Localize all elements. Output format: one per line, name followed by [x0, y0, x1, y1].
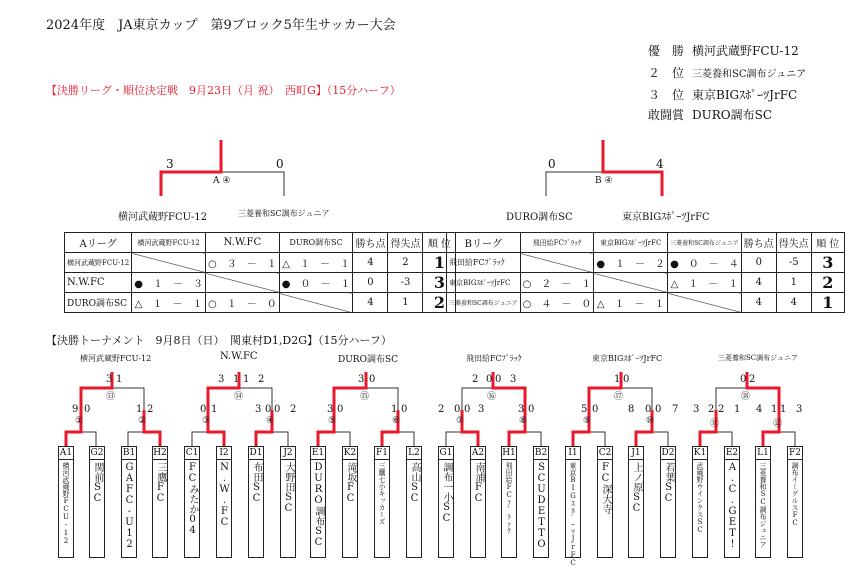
- team-name: 関前SC: [92, 462, 103, 504]
- match-result: △ １ － １: [668, 273, 742, 293]
- score: 1: [734, 404, 741, 415]
- team-box: [533, 446, 549, 558]
- score: 3: [358, 374, 365, 385]
- league-a-header: [65, 233, 456, 253]
- result-rank: ２ 位: [648, 66, 685, 80]
- team-name: FC深大寺: [600, 462, 611, 514]
- league-a-row: [65, 293, 456, 313]
- team-name: 上ノ原SC: [631, 462, 642, 514]
- score: 3: [518, 404, 525, 415]
- goal-diff: -3: [388, 273, 423, 293]
- score: 2: [472, 374, 479, 385]
- final-b-left-score: 0: [548, 157, 556, 171]
- match-result: ○ ３ － １: [206, 253, 280, 273]
- league-a-row: [65, 253, 456, 273]
- team-code: D2: [661, 448, 675, 458]
- team-box: [310, 446, 326, 558]
- team-code: J1: [629, 447, 643, 460]
- team-code: I2: [217, 447, 231, 460]
- score: 1: [780, 404, 787, 415]
- team-code: L1: [757, 448, 769, 458]
- score: 2: [708, 404, 715, 415]
- group-head: 三菱養和SC調布ジュニア: [718, 354, 799, 362]
- league-b-header: [447, 233, 845, 253]
- final-a-left-score: 3: [166, 157, 174, 171]
- score: 2: [147, 404, 154, 415]
- bracket-group-1: [66, 372, 160, 446]
- team-box: [58, 446, 74, 558]
- team-name: 東京BIGｽﾎﾟｰﾂJrFC: [447, 273, 521, 293]
- final-a-right-team: 三菱養和SC調布ジュニア: [238, 209, 330, 218]
- league-b-col: 順 位: [811, 233, 844, 253]
- score: 3: [218, 374, 225, 385]
- team-code: K2: [343, 448, 357, 458]
- team-box: [406, 446, 422, 558]
- score: 1: [233, 374, 240, 385]
- team-name: N.W.FC: [219, 462, 230, 528]
- team-box: [724, 446, 740, 558]
- score: 1: [243, 374, 250, 385]
- team-box: [660, 446, 676, 558]
- match-no: ⑪: [710, 419, 720, 429]
- score: 4: [756, 404, 763, 415]
- score: 3: [796, 404, 803, 415]
- team-name: GAFC-U12: [124, 462, 135, 550]
- team-name: 南浦FC: [473, 462, 484, 504]
- score: 7: [672, 404, 679, 415]
- final-a-label: A ④: [213, 176, 231, 186]
- score: 0: [623, 374, 630, 385]
- league-b-table: [446, 232, 845, 313]
- team-box: [121, 446, 137, 558]
- self-cell: [668, 293, 742, 313]
- rank: 2: [423, 293, 456, 313]
- result-team: 三菱養和SC調布ジュニア: [692, 69, 807, 80]
- team-code: C2: [598, 448, 612, 458]
- score: 0: [84, 404, 91, 415]
- team-name: DURO調布SC: [65, 293, 132, 313]
- group-head: 飛田給FCﾌﾞﾗｯｸ: [466, 354, 522, 363]
- team-box: [184, 446, 200, 558]
- match-no: ①: [75, 416, 84, 426]
- match-result: ● １ － ２: [594, 253, 668, 273]
- match-result: △ １ － １: [279, 253, 353, 273]
- group-head: 東京BIGｽﾎﾟｰﾂJrFC: [592, 354, 663, 363]
- score: 0: [200, 404, 207, 415]
- team-name: DURO調布SC: [313, 462, 324, 548]
- points: 4: [741, 293, 776, 313]
- score: 2: [718, 404, 725, 415]
- team-code: I1: [566, 447, 580, 460]
- rank: 3: [423, 273, 456, 293]
- score: 1: [136, 404, 143, 415]
- team-name: 飛田給FCﾌﾞﾗｯｸ: [447, 253, 521, 273]
- team-code: F1: [376, 448, 388, 458]
- score: 5: [581, 404, 588, 415]
- team-name: SCUDETTO: [536, 462, 547, 550]
- team-name: 飛田給FCﾌﾞﾗｯｸ: [505, 462, 513, 534]
- match-result: △ １ － １: [594, 293, 668, 313]
- team-box: [89, 446, 105, 558]
- final-a-right-score: 0: [276, 157, 284, 171]
- team-name: A.C.GET!: [727, 462, 738, 550]
- team-name: 横河武蔵野FCU-12: [65, 253, 132, 273]
- team-name: 滝坂FC: [345, 462, 356, 504]
- tournament-title: 【決勝トーナメント 9月8日（日） 関東村D1,D2G】（15分ハーフ）: [46, 334, 392, 347]
- team-code: G1: [439, 448, 453, 458]
- team-code: G2: [90, 448, 104, 458]
- match-result: △ １ － １: [132, 293, 206, 313]
- match-no: ⑭: [234, 392, 244, 402]
- score: 1: [391, 404, 398, 415]
- team-code: E1: [311, 448, 325, 458]
- team-box: [628, 446, 644, 558]
- points: 4: [353, 253, 388, 273]
- match-no: ⑯: [487, 392, 497, 402]
- result-team: 横河武蔵野FCU-12: [692, 44, 799, 58]
- team-box: [597, 446, 613, 558]
- match-no: ⑰: [614, 392, 624, 402]
- team-box: [216, 446, 232, 558]
- team-box: [438, 446, 454, 558]
- team-code: K1: [693, 448, 707, 458]
- score: 3: [327, 404, 334, 415]
- team-name: 大野田SC: [283, 462, 294, 514]
- score: 0: [528, 404, 535, 415]
- points: 4: [353, 293, 388, 313]
- team-box: [755, 446, 771, 558]
- league-b-row: [447, 293, 845, 313]
- team-code: H1: [502, 448, 516, 458]
- score: 3: [510, 374, 517, 385]
- team-code: B1: [122, 448, 136, 458]
- match-no: ⑮: [360, 392, 370, 402]
- page-title: 2024年度 JA東京カップ 第9ブロック5年生サッカー大会: [46, 18, 396, 33]
- self-cell: [279, 293, 353, 313]
- team-code: H2: [153, 448, 167, 458]
- score: 2: [290, 404, 297, 415]
- score: 3: [693, 404, 700, 415]
- team-name: 東京BIGｽﾎﾟｰﾂJrFC: [569, 462, 577, 567]
- rank: 3: [811, 253, 844, 273]
- self-cell: [520, 253, 594, 273]
- final-b-left-team: DURO調布SC: [506, 212, 573, 223]
- team-name: 調布一小SC: [441, 462, 452, 524]
- match-no: ⑧: [519, 416, 528, 426]
- team-name: 高山SC: [409, 462, 420, 504]
- league-a-col: 順 位: [423, 233, 456, 253]
- league-a-col: DURO調布SC: [279, 233, 353, 253]
- final-a-left-team: 横河武蔵野FCU-12: [118, 212, 207, 223]
- team-code: F2: [789, 448, 801, 458]
- rank: 2: [811, 273, 844, 293]
- team-code: A1: [59, 448, 73, 458]
- league-a-col: N.W.FC: [206, 233, 280, 253]
- team-box: [374, 446, 390, 558]
- final-a-lines: [161, 140, 284, 196]
- match-no: ⑤: [328, 416, 337, 426]
- score: 0: [655, 404, 662, 415]
- score: 8: [628, 404, 635, 415]
- team-box: [787, 446, 803, 558]
- team-name: 布田SC: [251, 462, 262, 504]
- score: 1: [211, 404, 218, 415]
- league-b-col: 得失点: [776, 233, 811, 253]
- score: 0: [495, 374, 502, 385]
- league-b-col: 勝ち点: [741, 233, 776, 253]
- score: 1: [116, 374, 123, 385]
- score: 0: [401, 404, 408, 415]
- league-b-row: [447, 273, 845, 293]
- team-name: N.W.FC: [65, 273, 132, 293]
- league-b-title: Bリーグ: [447, 233, 521, 253]
- team-name: 三菱養和SC調布ジュニア: [447, 293, 521, 313]
- score: 1: [771, 404, 778, 415]
- league-a-col: 勝ち点: [353, 233, 388, 253]
- goal-diff: 1: [388, 293, 423, 313]
- score: 0: [464, 404, 471, 415]
- score: 1: [614, 374, 621, 385]
- score: 0: [337, 404, 344, 415]
- team-name: 三鷹FC: [155, 462, 166, 504]
- points: 0: [353, 273, 388, 293]
- team-name: 武蔵野ウインクスSC: [696, 462, 704, 534]
- goal-diff: 1: [776, 273, 811, 293]
- match-no: ⑫: [773, 419, 783, 429]
- score: 0: [740, 374, 747, 385]
- league-a-col: 横河武蔵野FCU-12: [132, 233, 206, 253]
- league-b-col: 飛田給FCﾌﾞﾗｯｸ: [520, 233, 594, 253]
- match-result: ● ０ － １: [279, 273, 353, 293]
- match-result: ● １ － ３: [132, 273, 206, 293]
- league-b-col: 東京BIGｽﾎﾟｰﾂJrFC: [594, 233, 668, 253]
- score: 2: [258, 374, 265, 385]
- team-code: A2: [471, 448, 485, 458]
- match-no: ⑥: [392, 416, 401, 426]
- match-result: ○ ４ － ０: [520, 293, 594, 313]
- score: 9: [72, 404, 79, 415]
- team-code: C1: [185, 448, 199, 458]
- league-a-title: Aリーグ: [65, 233, 132, 253]
- goal-diff: 4: [776, 293, 811, 313]
- team-box: [342, 446, 358, 558]
- self-cell: [594, 273, 668, 293]
- group-head: DURO調布SC: [338, 355, 399, 365]
- rank: 1: [423, 253, 456, 273]
- team-box: [565, 446, 581, 567]
- team-name: 横河武蔵野FCU-12: [62, 462, 70, 545]
- score: 0: [265, 404, 272, 415]
- match-no: ④: [266, 416, 275, 426]
- points: 0: [741, 253, 776, 273]
- team-code: E2: [725, 448, 739, 458]
- league-a-row: [65, 273, 456, 293]
- match-result: ○ １ － ０: [206, 293, 280, 313]
- team-box: [501, 446, 517, 558]
- match-no: ⑬: [106, 392, 116, 402]
- team-name: FCみたか04: [187, 462, 198, 536]
- match-result: ● ０ － ４: [668, 253, 742, 273]
- team-code: J2: [281, 447, 295, 460]
- final-b-label: B ④: [595, 176, 613, 186]
- score: 0: [486, 374, 493, 385]
- final-b-right-score: 4: [656, 157, 664, 171]
- goal-diff: -5: [776, 253, 811, 273]
- result-team: 東京BIGｽﾎﾟｰﾂJrFC: [692, 88, 798, 102]
- team-name: 三菱養和SC調布ジュニア: [759, 462, 767, 548]
- score: 0: [369, 374, 376, 385]
- league-b-col: 三菱養和SC調布ジュニア: [668, 233, 742, 253]
- group-head: N.W.FC: [220, 351, 258, 362]
- score: 2: [438, 404, 445, 415]
- league-b-row: [447, 253, 845, 273]
- score: 0: [592, 404, 599, 415]
- team-box: [470, 446, 486, 558]
- team-name: 若葉SC: [663, 462, 674, 504]
- goal-diff: 2: [388, 253, 423, 273]
- result-rank: 優 勝: [648, 44, 685, 58]
- score: 0: [274, 404, 281, 415]
- league-a-col: 得失点: [388, 233, 423, 253]
- score: 3: [255, 404, 262, 415]
- match-no: ⑱: [741, 392, 751, 402]
- team-name: 三鷹七小キッカーズ: [378, 462, 386, 525]
- team-name: 調布イーグルスFC: [791, 462, 799, 527]
- final-b-right-team: 東京BIGｽﾎﾟｰﾂJrFC: [622, 212, 710, 223]
- league-a-table: [64, 232, 456, 313]
- team-box: [280, 446, 296, 558]
- result-rank: ３ 位: [648, 88, 685, 102]
- group-head: 横河武蔵野FCU-12: [80, 354, 152, 363]
- points: 4: [741, 273, 776, 293]
- team-code: D1: [249, 448, 263, 458]
- final-b-lines: [546, 140, 662, 196]
- self-cell: [132, 253, 206, 273]
- team-code: L2: [408, 448, 420, 458]
- team-box: [692, 446, 708, 558]
- score: 3: [478, 404, 485, 415]
- match-no: ⑦: [456, 416, 465, 426]
- result-rank: 敢闘賞: [648, 108, 685, 122]
- rank: 1: [811, 293, 844, 313]
- score: 0: [454, 404, 461, 415]
- score: 3: [106, 374, 113, 385]
- match-result: ○ ２ － １: [520, 273, 594, 293]
- match-no: ⑨: [583, 416, 592, 426]
- match-no: ③: [202, 416, 211, 426]
- team-code: B2: [534, 448, 548, 458]
- match-no: ②: [138, 416, 147, 426]
- match-no: ⑩: [646, 416, 655, 426]
- team-box: [152, 446, 168, 558]
- score: 0: [645, 404, 652, 415]
- self-cell: [206, 273, 280, 293]
- score: 2: [749, 374, 756, 385]
- team-box: [248, 446, 264, 558]
- result-team: DURO調布SC: [692, 108, 773, 122]
- final-league-title: 【決勝リーグ・順位決定戦 9月23日（月 祝） 西町G】（15分ハーフ）: [46, 84, 401, 97]
